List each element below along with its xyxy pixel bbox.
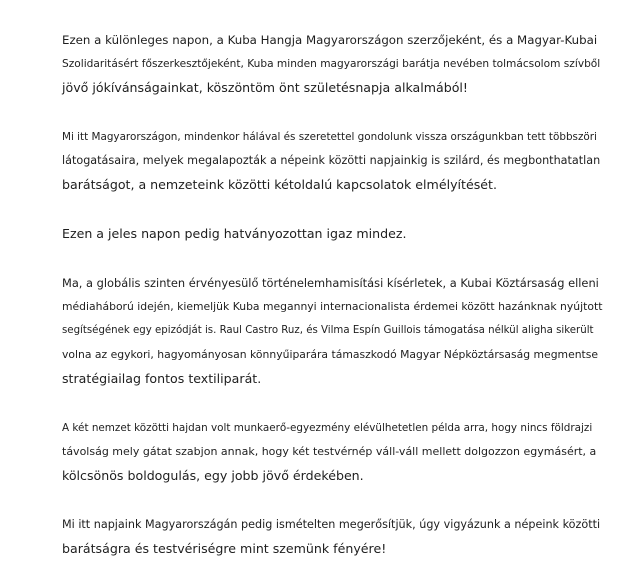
text-line: A két nemzet közötti hajdan volt munkaerő-egyezmény elévülhetetlen példa arra, hogy nincs földrajzi: [62, 422, 593, 434]
cropped-heading-line: [62, 0, 482, 5]
text-line: látogatásaira, melyek megalapozták a népeink közötti napjainkig is szilárd, és megbonthatatlan: [62, 154, 601, 167]
text-line: segítségének egy epizódját is. Raul Castro Ruz, és Vilma Espín Guillois támogatása nélkül aligha sikerült: [62, 325, 594, 336]
paragraph: [62, 271, 602, 391]
text-line: Mi itt napjaink Magyarországán pedig ismételten megerősítjük, úgy vigyázunk a népeink közötti: [62, 518, 601, 531]
text-line: jövő jókívánságainkat, köszöntöm önt születésnapja alkalmából!: [62, 80, 468, 95]
text-line: barátságra és testvériségre mint szemünk fényére!: [62, 541, 387, 556]
text-line: Mi itt Magyarországon, mindenkor hálával és szeretettel gondolunk vissza országunkban tett többszöri: [62, 131, 597, 143]
text-line: volna az egykori, hagyományosan könnyűiparára támaszkodó Magyar Népköztársaság megmentse: [62, 348, 599, 361]
text-line: stratégiailag fontos textiliparát.: [62, 371, 262, 386]
text-line: médiaháború idején, kiemeljük Kuba megannyi internacionalista érdemei között hazánknak nyújtott: [62, 300, 603, 313]
text-line: Ezen a jeles napon pedig hatványozottan igaz mindez.: [62, 226, 407, 241]
text-line: Szolidaritásért főszerkesztőjeként, Kuba minden magyarországi barátja nevében tolmácsolom szívből: [62, 58, 601, 70]
text-line: Ma, a globális szinten érvényesülő történelemhamisítási kísérletek, a Kubai Köztársaság elleni: [62, 276, 599, 290]
paragraph: [62, 28, 602, 100]
text-line: távolság mely gátat szabjon annak, hogy két testvérnép váll-váll mellett dolgozzon egymásért, a: [62, 445, 597, 458]
text-line: barátságot, a nemzeteink közötti kétoldalú kapcsolatok elmélyítését.: [62, 177, 497, 192]
text-line: kölcsönös boldogulás, egy jobb jövő érdekében.: [62, 468, 364, 483]
text-line: Ezen a különleges napon, a Kuba Hangja Magyarországon szerzőjeként, és a Magyar-Kubai: [62, 33, 598, 47]
document-body: [62, 28, 602, 586]
paragraph: [62, 416, 602, 488]
paragraph: [62, 222, 602, 246]
paragraph: [62, 513, 602, 561]
paragraph: [62, 125, 602, 197]
